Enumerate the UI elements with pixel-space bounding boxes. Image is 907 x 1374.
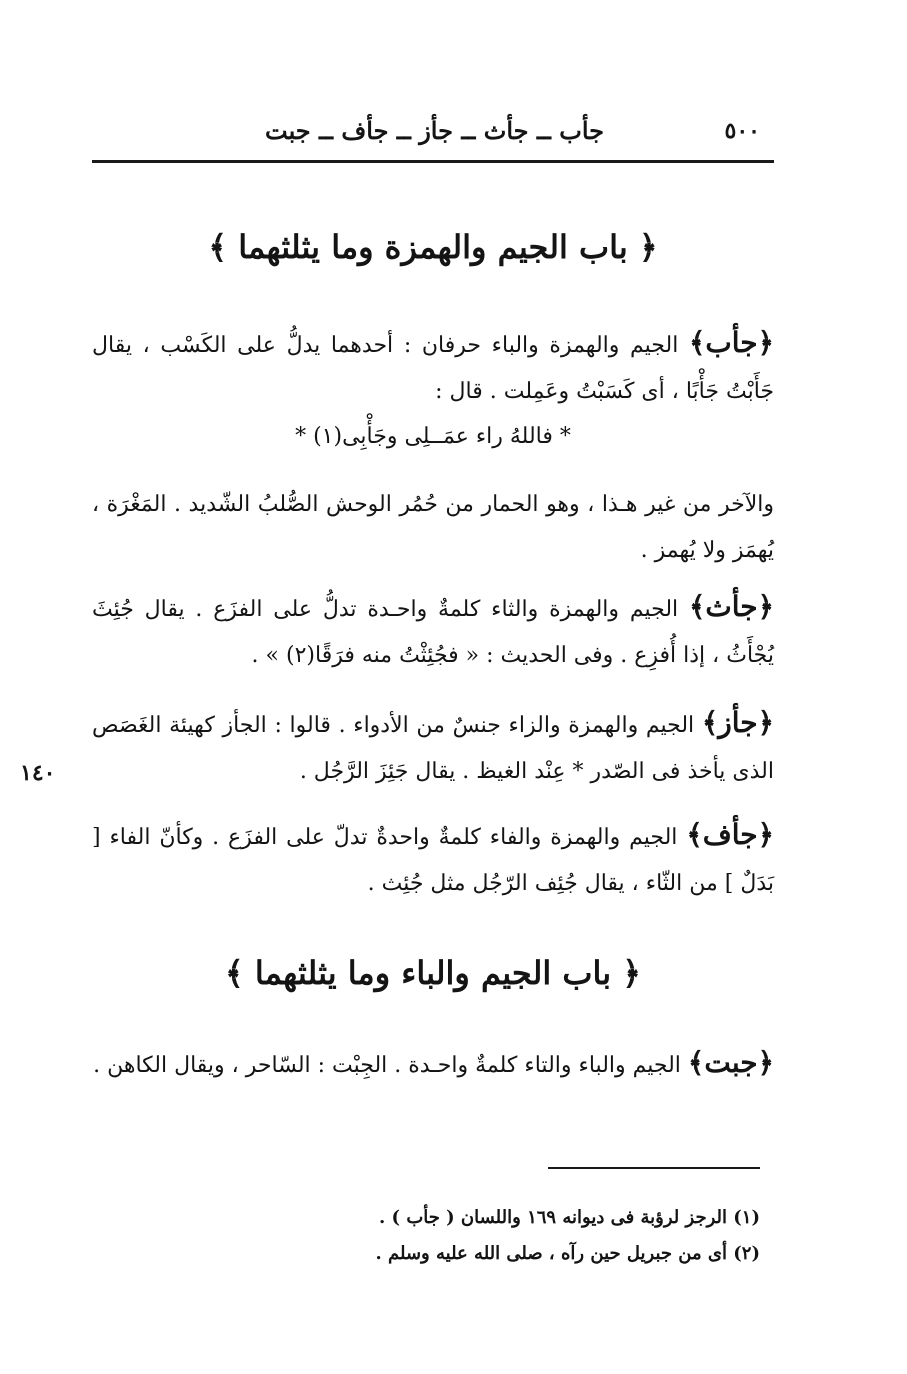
verse-jaab: * فاللهُ راء عمَــلِى وجَأْبِى(١) *	[295, 424, 571, 449]
entry-head-jaab: ﴿جأب﴾	[688, 326, 774, 359]
entry-head-jaaz: ﴿جأز﴾	[701, 706, 774, 739]
footnotes	[200, 1200, 760, 1272]
margin-line-number: ١٤٠	[20, 760, 56, 786]
entry-jaab-second-meaning: والآخر من غير هـذا ، وهو الحمار من حُمُر الوحش الصُّلبُ الشّديد . المَغْرَة ، يُهمَز ولا يُهمز .	[92, 492, 774, 563]
chapter-title-jim-ba: ﴿ باب الجيم والباء وما يثلثهما ﴾	[224, 954, 642, 992]
entry-head-jibt: ﴿جبت﴾	[687, 1046, 774, 1079]
entry-head-jaath: ﴿جأث﴾	[688, 590, 774, 623]
running-head-title: جأب ــ جأث ــ جأز ــ جأف ــ جبت	[265, 116, 604, 145]
entry-jibt-text: الجيم والباء والتاء كلمةٌ واحـدة . الجِبْت : السّاحر ، ويقال الكاهن .	[93, 1053, 688, 1078]
entry-jaaz-text: الجيم والهمزة والزاء جنسٌ من الأدواء . قالوا : الجأز كهيئة الغَصَص الذى يأخذ فى الصّدر * عِنْد الغيظ . يقال جَئِزَ الرَّجُل .	[92, 713, 774, 784]
page-number: ٥٠٠	[724, 118, 760, 144]
entry-jaath-text: الجيم والهمزة والثاء كلمةٌ واحـدة تدلُّ على الفزَع . يقال جُئِثَ يُجْأَثُ ، إذا أُفزِع . وفى الحديث : « فجُئِثْتُ منه فرَقًا(٢) » .	[92, 597, 774, 668]
entry-jaaz	[92, 700, 774, 795]
entry-jaab-definition	[92, 320, 774, 415]
header-rule	[92, 160, 774, 163]
entry-jaaf	[92, 812, 774, 907]
entry-jaaf-text: الجيم والهمزة والفاء كلمةٌ واحدةٌ تدلّ على الفزَع . وكأنّ الفاء [ بَدَلٌ ] من الثّاء ، يقال جُئِف الرّجُل مثل جُئِث .	[92, 825, 774, 896]
footnote-rule	[548, 1167, 760, 1169]
chapter-title-jim-hamza: ﴿ باب الجيم والهمزة وما يثلثهما ﴾	[208, 228, 658, 266]
entry-head-jaaf: ﴿جأف﴾	[686, 818, 774, 851]
entry-jaab-text: الجيم والهمزة والباء حرفان : أحدهما يدلُّ على الكَسْب ، يقال جَأَبْتُ جَأْبًا ، أى كَسَبْتُ وعَمِلت . قال :	[92, 333, 774, 404]
entry-jibt	[92, 1040, 774, 1089]
footnote-2: (٢) أى من جبريل حين رآه ، صلى الله عليه وسلم .	[375, 1243, 760, 1264]
entry-jaath	[92, 584, 774, 679]
footnote-1: (١) الرجز لرؤبة فى ديوانه ١٦٩ واللسان ( جأب ) .	[379, 1207, 760, 1228]
running-head	[92, 112, 774, 152]
